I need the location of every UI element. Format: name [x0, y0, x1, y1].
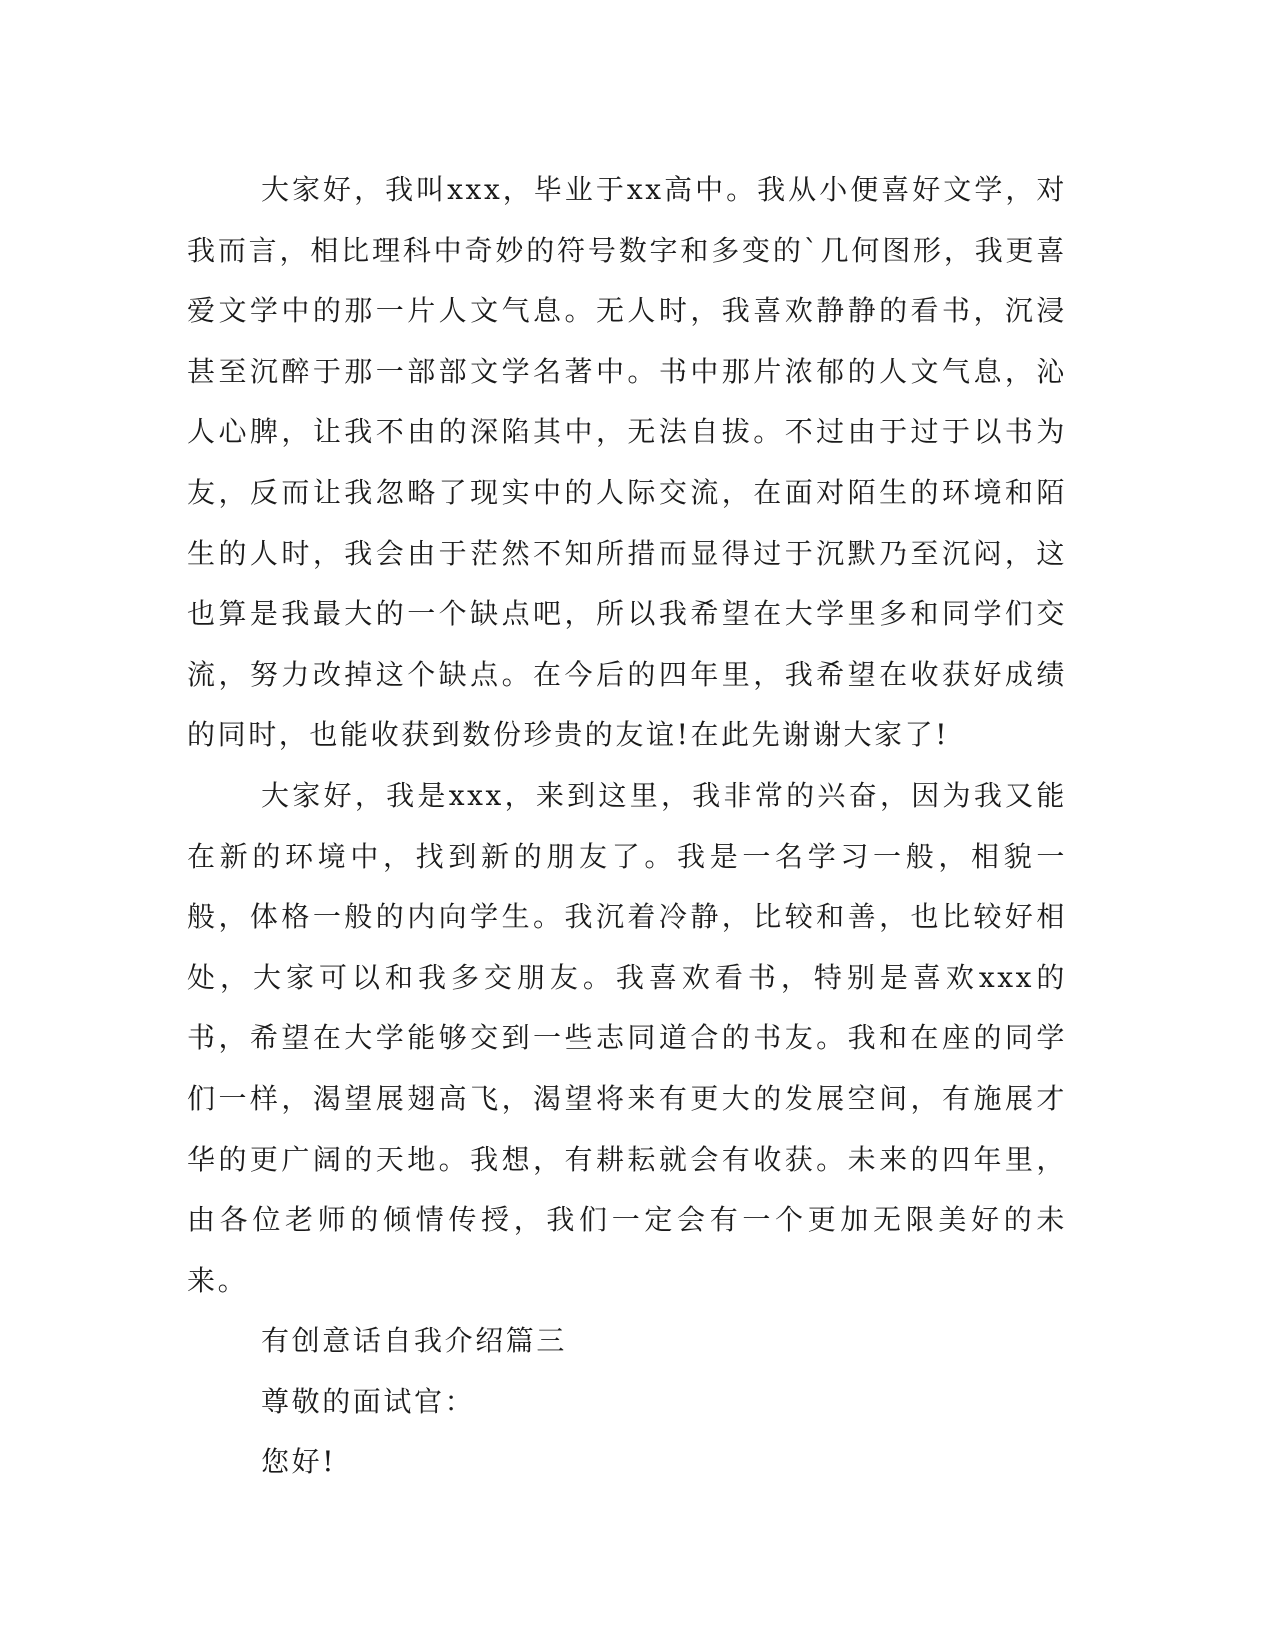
greeting-line: 您好!	[261, 1445, 337, 1479]
salutation-line: 尊敬的面试官：	[261, 1384, 476, 1418]
body-paragraph-1: 大家好，我叫xxx，毕业于xx高中。我从小便喜好文学，对我而言，相比理科中奇妙的符号数字和多变的`几何图形，我更喜爱文学中的那一片人文气息。无人时，我喜欢静静的看书，沉浸甚至沉醉于那一部部文学名著中。书中那片浓郁的人文气息，沁人心脾，让我不由的深陷其中，无法自拔。不过由于过于以书为友，反而让我忽略了现实中的人际交流，在面对陌生的环境和陌生的人时，我会由于茫然不知所措而显得过于沉默乃至沉闷，这也算是我最大的一个缺点吧，所以我希望在大学里多和同学们交流，努力改掉这个缺点。在今后的四年里，我希望在收获好成绩的同时，也能收获到数份珍贵的友谊!在此先谢谢大家了!	[187, 173, 1067, 752]
body-paragraph-2: 大家好，我是xxx，来到这里，我非常的兴奋，因为我又能在新的环境中，找到新的朋友了。我是一名学习一般，相貌一般，体格一般的内向学生。我沉着冷静，比较和善，也比较好相处，大家可以和我多交朋友。我喜欢看书，特别是喜欢xxx的书，希望在大学能够交到一些志同道合的书友。我和在座的同学们一样，渴望展翅高飞，渴望将来有更大的发展空间，有施展才华的更广阔的天地。我想，有耕耘就会有收获。未来的四年里，由各位老师的倾情传授，我们一定会有一个更加无限美好的未来。	[187, 778, 1067, 1297]
section-heading: 有创意话自我介绍篇三	[261, 1324, 568, 1358]
document-body	[187, 160, 1067, 1493]
